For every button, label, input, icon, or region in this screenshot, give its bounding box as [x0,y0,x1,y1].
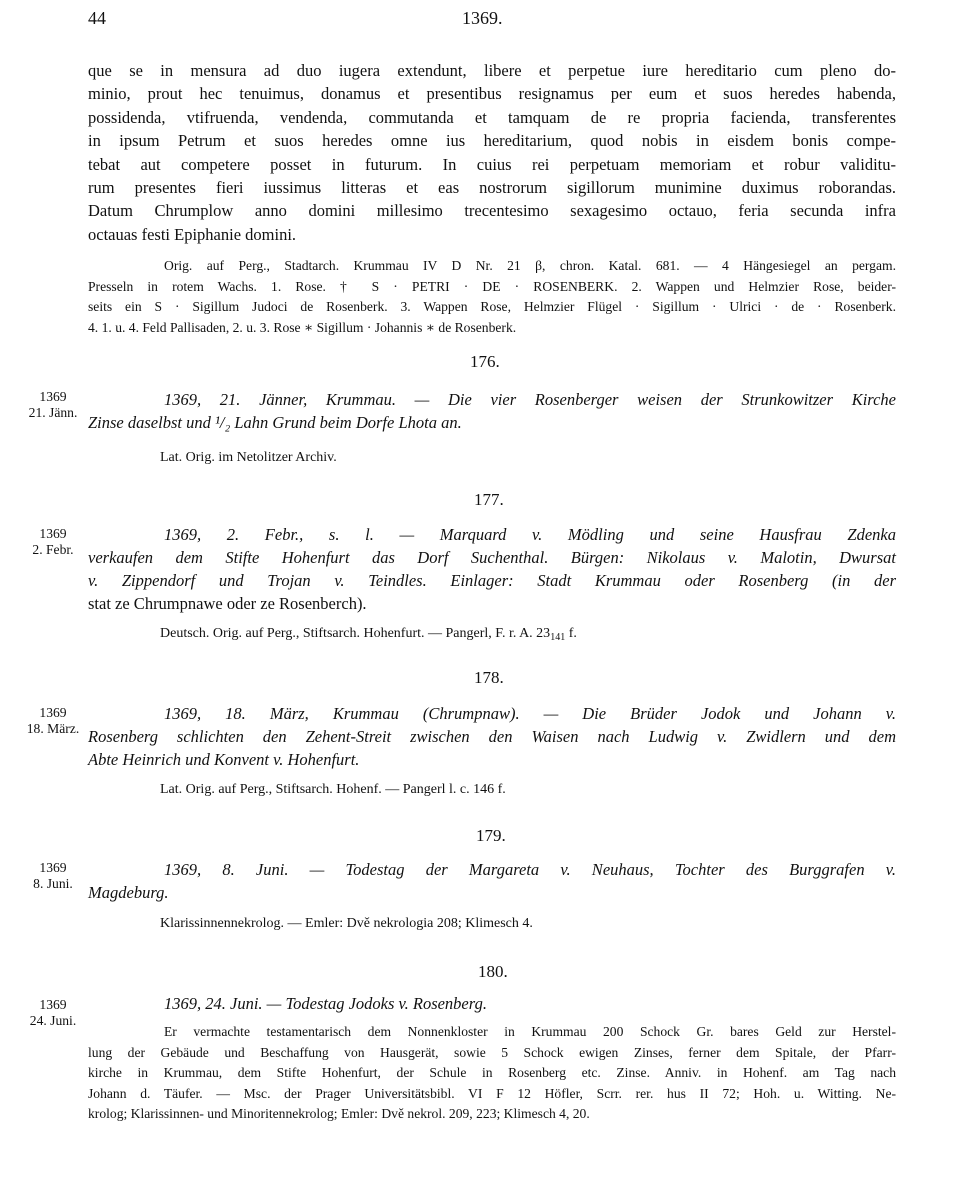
regest-line: Rosenberg schlichten den Zehent-Streit zwischen den Waisen nach Ludwig v. Zwidlern und dem [88,727,896,746]
text-line: minio, prout hec tenuimus, donamus et presentibus resignamus per eum et suos heredes habenda, [88,84,896,104]
regest-line: verkaufen dem Stifte Hohenfurt das Dorf Suchenthal. Bürgen: Nikolaus v. Malotin, Dwursat [88,548,896,567]
regest-line: 1369, 2. Febr., s. l. — Marquard v. Mödling und seine Hausfrau Zdenka [164,525,896,544]
text-line: Datum Chrumplow anno domini millesimo trecentesimo sexagesimo octauo, feria secunda infra [88,201,896,221]
regest-line [88,411,896,434]
source-note: Lat. Orig. auf Perg., Stiftsarch. Hohenf. — Pangerl l. c. 146 f. [160,782,506,797]
source-note: Lat. Orig. im Netolitzer Archiv. [160,450,337,465]
page-number: 44 [88,8,106,28]
margin-date [22,389,84,421]
margin-date [22,705,84,737]
regest-line: 1369, 21. Jänner, Krummau. — Die vier Rosenberger weisen der Strunkowitzer Kirche [164,390,896,409]
entry-number: 177. [474,490,504,509]
text-line: rum presentes fieri iussimus litteras et eas nostrorum sigillorum munimine duximus roborandas. [88,178,896,198]
regest-179 [88,858,896,904]
regest-text: Zinse daselbst und [88,413,215,432]
running-head-year: 1369. [462,8,503,28]
margin-year: 1369 [39,705,67,720]
margin-day: 24. Juni. [29,1013,77,1028]
margin-year: 1369 [39,389,67,404]
regest-text: Lahn Grund beim Dorfe Lhota an. [230,413,462,432]
note-line: 4. 1. u. 4. Feld Pallisaden, 2. u. 3. Rose ∗ Sigillum · Johannis ∗ de Rosenberk. [88,319,517,335]
entry-number: 180. [478,962,508,981]
margin-year: 1369 [39,860,67,875]
source-text: Deutsch. Orig. auf Perg., Stiftsarch. Hohenfurt. — Pangerl, F. r. A. 23 [160,626,551,641]
note-line: Johann d. Täufer. — Msc. der Prager Universitätsbibl. VI F 12 Höfler, Scrr. rer. hus II 72; Hoh. u. Witting. Ne- [88,1085,896,1101]
text-line: octauas festi Epiphanie domini. [88,224,297,244]
regest-180 [88,992,896,1015]
note-line: Presseln in rotem Wachs. 1. Rose. † S · PETRI · DE · ROSENBERK. 2. Wappen und Helmzier Rose, beider- [88,278,896,294]
margin-date [22,997,84,1029]
regest-line: Magdeburg. [88,883,169,902]
margin-day: 8. Juni. [33,876,73,891]
margin-date [22,526,84,558]
margin-year: 1369 [39,997,67,1012]
note-line: lung der Gebäude und Beschaffung von Hausgerät, sowie 5 Schock ewigen Zinses, ferner dem Spitale, der Pfarr- [88,1044,896,1060]
text-line: possidenda, vtifruenda, vendenda, commutanda et tamquam de re propria facienda, transferentes [88,107,896,127]
entry-number: 179. [476,826,506,845]
regest-line: Abte Heinrich und Konvent v. Hohenfurt. [88,750,360,769]
entry-number: 176. [470,352,500,371]
charter-text [88,59,896,246]
source-text: f. [565,626,577,641]
note-line: Er vermachte testamentarisch dem Nonnenkloster in Krummau 200 Schock Gr. bares Geld zur Herstel- [164,1024,896,1039]
source-note: Klarissinnennekrolog. — Emler: Dvě nekrologia 208; Klimesch 4. [160,916,533,931]
regest-178 [88,702,896,771]
seal-notes [88,256,896,338]
regest-line: stat ze Chrumpnawe oder ze Rosenberch). [88,594,367,613]
note-line: kirche in Krummau, dem Stifte Hohenfurt, der Schule in Rosenberg etc. Zinse. Anniv. in Hohenf. am Tag nach [88,1065,896,1081]
margin-day: 18. März. [26,721,80,736]
regest-line: 1369, 8. Juni. — Todestag der Margareta v. Neuhaus, Tochter des Burggrafen v. [164,860,896,879]
regest-line: v. Zippendorf und Trojan v. Teindles. Einlager: Stadt Krummau oder Rosenberg (in der [88,571,896,590]
note-line: seits ein S · Sigillum Judoci de Rosenberk. 3. Wappen Rose, Helmzier Flügel · Sigillum · Ulrici · de · Rosenberk. [88,299,896,315]
source-note [160,626,577,643]
testament-notes [88,1022,896,1125]
text-line: tebat aut competere posset in futurum. In cuius rei perpetuam memoriam et robur validitu- [88,154,896,174]
margin-year: 1369 [39,526,67,541]
regest-line: 1369, 24. Juni. — Todestag Jodoks v. Rosenberg. [164,994,487,1013]
regest-176 [88,388,896,434]
text-line: in ipsum Petrum et suos heredes omne ius hereditarium, quod nobis in eisdem bonis compe- [88,131,896,151]
note-line: krolog; Klarissinnen- und Minoritennekrolog; Emler: Dvě nekrol. 209, 223; Klimesch 4, 20. [88,1106,590,1122]
margin-date [22,860,84,892]
margin-day: 21. Jänn. [28,405,78,420]
source-subscript: 141 [550,632,566,643]
regest-177 [88,523,896,615]
entry-number: 178. [474,668,504,687]
margin-day: 2. Febr. [32,542,74,557]
fraction: ¹/₂ [214,413,231,432]
regest-line: 1369, 18. März, Krummau (Chrumpnaw). — Die Brüder Jodok und Johann v. [164,704,896,723]
text-line: que se in mensura ad duo iugera extendunt, libere et perpetue iure hereditario cum pleno do- [88,61,896,80]
note-line: Orig. auf Perg., Stadtarch. Krummau IV D Nr. 21 β, chron. Katal. 681. — 4 Hängesiegel an pergam. [164,258,896,273]
